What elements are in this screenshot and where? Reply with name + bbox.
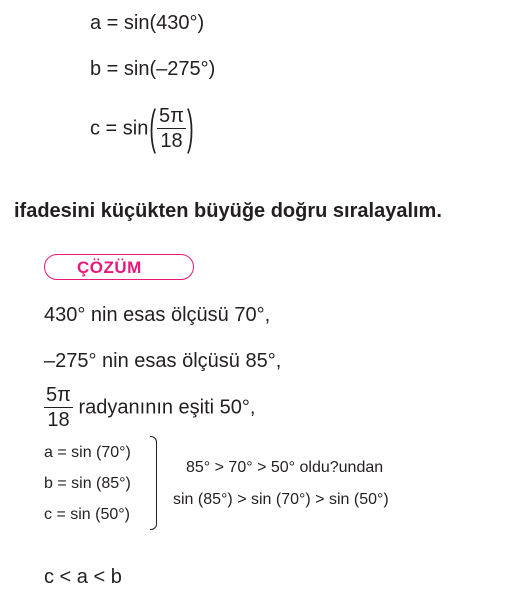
solution-line-3-text: radyanının eşiti 50°, bbox=[78, 396, 256, 419]
expression-c bbox=[90, 104, 195, 153]
fraction-5pi-18-solution bbox=[44, 383, 73, 432]
right-paren: ) bbox=[186, 102, 194, 155]
comparison-degrees: 85° > 70° > 50° oldu?undan bbox=[186, 459, 384, 476]
result-ordering: c < a < b bbox=[44, 566, 122, 588]
comparison-sines: sin (85°) > sin (70°) > sin (50°) bbox=[173, 491, 389, 508]
solution-line-1: 430° nin esas ölçüsü 70°, bbox=[44, 304, 271, 326]
value-b: b = sin (85°) bbox=[44, 475, 131, 492]
cozum-label: ÇÖZÜM bbox=[77, 258, 142, 277]
value-c: c = sin (50°) bbox=[44, 506, 130, 523]
value-a: a = sin (70°) bbox=[44, 444, 131, 461]
expression-b: b = sin(–275°) bbox=[90, 58, 216, 80]
fraction-numerator: 5π bbox=[159, 105, 184, 127]
fraction-denominator: 18 bbox=[160, 130, 183, 152]
fraction-numerator: 5π bbox=[46, 384, 71, 406]
right-brace bbox=[150, 436, 157, 530]
instruction-text: ifadesini küçükten büyüğe doğru sıralayalım. bbox=[14, 200, 442, 222]
fraction-5pi-18 bbox=[157, 104, 186, 153]
fraction-denominator: 18 bbox=[47, 409, 70, 431]
left-paren: ( bbox=[149, 102, 157, 155]
expression-a: a = sin(430°) bbox=[90, 12, 205, 34]
expression-c-lhs: c = sin bbox=[90, 117, 149, 140]
solution-line-3 bbox=[44, 383, 255, 432]
solution-line-2: –275° nin esas ölçüsü 85°, bbox=[44, 350, 282, 372]
